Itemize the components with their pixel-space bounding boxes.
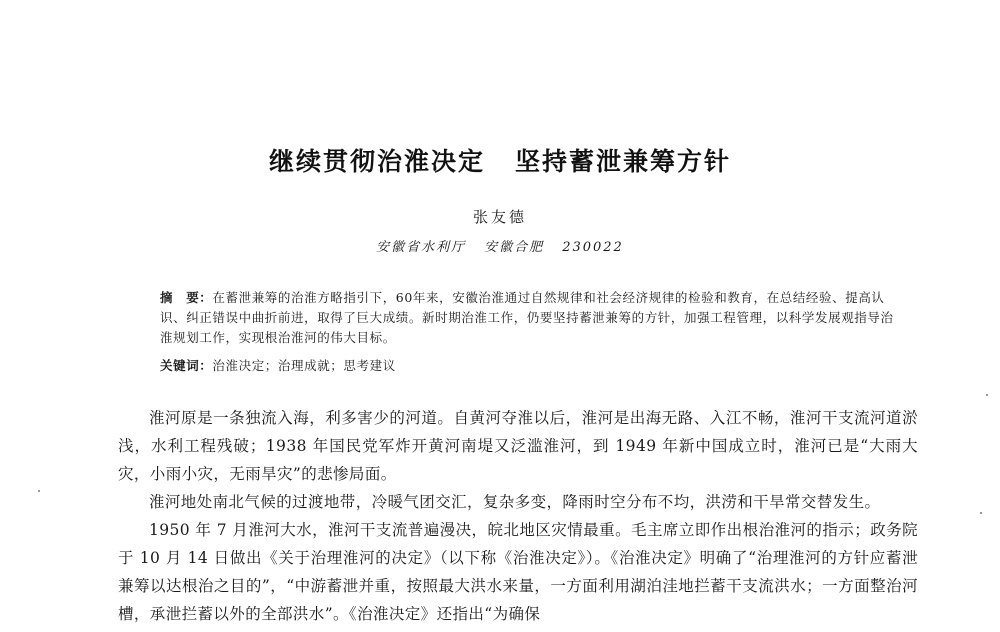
keywords-label: 关键词： xyxy=(160,358,213,373)
scan-speck xyxy=(980,512,982,514)
body-paragraph-2: 淮河地处南北气候的过渡地带，冷暖气团交汇，复杂多变，降雨时空分布不均，洪涝和干旱常交替发生。 xyxy=(149,493,881,511)
affiliation-postcode: 230022 xyxy=(562,240,624,255)
scan-speck xyxy=(38,490,40,492)
keywords xyxy=(160,356,396,374)
body-paragraph-1: 淮河原是一条独流入海，利多害少的河道。自黄河夺淮以后，淮河是出海无路、入江不畅，淮河干支流河道淤浅，水利工程残破；1938 年国民党军炸开黄河南堤又泛滥淮河，到 1949 年新中国成立时，淮河已是“大雨大灾，小雨小灾，无雨旱灾”的悲惨局面。 xyxy=(118,409,918,483)
author-name: 张友德 xyxy=(472,208,527,226)
abstract xyxy=(160,288,900,348)
title-part-2: 坚持蓄泄兼筹方针 xyxy=(515,147,732,176)
body-paragraph-3: 1950 年 7 月淮河大水，淮河干支流普遍漫决，皖北地区灾情最重。毛主席立即作出根治淮河的指示；政务院于 10 月 14 日做出《关于治理淮河的决定》（以下称《治淮决定》）。《治淮决定》明确了“治理淮河的方针应蓄泄兼筹以达根治之目的”，“中游蓄泄并重，按照最大洪水来量，一方面利用湖泊洼地拦蓄干支流洪水；一方面整治河槽，承泄拦蓄以外的全部洪水”。《治淮决定》还指出“为确保 xyxy=(118,521,918,623)
affiliation-city: 安徽合肥 xyxy=(484,240,545,255)
affiliation xyxy=(0,236,1000,255)
keywords-text: 治淮决定；治理成就；思考建议 xyxy=(212,358,396,373)
scan-speck xyxy=(986,394,988,396)
affiliation-org: 安徽省水利厅 xyxy=(376,240,467,255)
abstract-text: 在蓄泄兼筹的治淮方略指引下，60年来，安徽治淮通过自然规律和社会经济规律的检验和教育，在总结经验、提高认识、纠正错误中曲折前进，取得了巨大成绩。新时期治淮工作，仍要坚持蓄泄兼筹的方针，加强工程管理，以科学发展观指导治淮规划工作，实现根治淮河的伟大目标。 xyxy=(160,290,894,345)
abstract-label: 摘 要： xyxy=(160,290,213,305)
body-text xyxy=(118,404,918,628)
title-part-1: 继续贯彻治淮决定 xyxy=(268,147,485,176)
paper-title xyxy=(0,142,1000,178)
